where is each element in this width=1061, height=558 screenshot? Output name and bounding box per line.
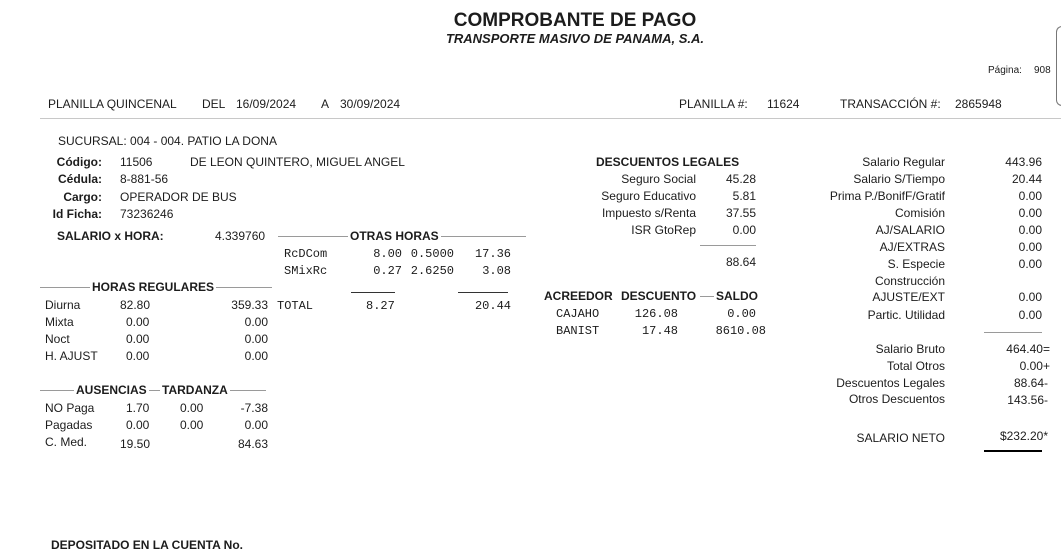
regular-hours-label: H. AJUST [45, 349, 98, 363]
legal-deduction-label: Impuesto s/Renta [601, 206, 696, 220]
legal-deduction-label: Seguro Educativo [601, 189, 696, 203]
earning-amount: 0.00 [1018, 206, 1042, 220]
absence-amount: -7.38 [240, 401, 268, 415]
earning-amount: 0.00 [1018, 290, 1042, 304]
legal-deductions-total: 88.64 [725, 255, 756, 269]
net-salary: $232.20* [999, 429, 1048, 443]
regular-hours-label: Mixta [45, 315, 74, 329]
regular-hours-title: HORAS REGULARES [92, 280, 215, 294]
planilla-number-label: PLANILLA #: [679, 97, 748, 111]
regular-hours-amount: 0.00 [244, 315, 268, 329]
other-hours-title: OTRAS HORAS [350, 229, 439, 243]
earning-amount: 443.96 [1005, 155, 1042, 169]
deposit-account-label: DEPOSITADO EN LA CUENTA No. [51, 538, 243, 552]
earning-amount: 0.00 [1018, 189, 1042, 203]
header-divider [40, 118, 1061, 119]
earning-label: S. Especie [887, 257, 945, 271]
tardiness-hours: 0.00 [180, 418, 204, 432]
legal-deductions-label: Descuentos Legales [836, 376, 945, 390]
other-deductions-label: Otros Descuentos [848, 392, 945, 406]
regular-hours-label: Noct [45, 332, 70, 346]
hourly-rate: 4.339760 [215, 229, 266, 243]
creditor-name: BANIST [556, 324, 600, 338]
absence-label: NO Paga [45, 401, 95, 415]
regular-hours-amount: 0.00 [244, 332, 268, 346]
other-hours-total-amount: 20.44 [474, 299, 511, 313]
file-label: Id Ficha: [52, 207, 102, 221]
other-hours-value: 8.00 [373, 247, 402, 261]
planilla-from-date: 16/09/2024 [236, 97, 297, 111]
absence-hours: 1.70 [126, 401, 150, 415]
absence-label: C. Med. [45, 435, 88, 449]
legal-deduction-amount: 37.55 [725, 206, 756, 220]
company-name: TRANSPORTE MASIVO DE PANAMA, S.A. [445, 31, 705, 46]
legal-deduction-amount: 5.81 [732, 189, 756, 203]
other-hours-amount: 17.36 [474, 247, 511, 261]
legal-deductions-title: DESCUENTOS LEGALES [596, 155, 740, 169]
legal-deduction-label: ISR GtoRep [631, 223, 696, 237]
regular-hours-value: 0.00 [126, 315, 150, 329]
hourly-label: SALARIO x HORA: [57, 229, 164, 243]
earning-label: AJ/EXTRAS [879, 240, 945, 254]
earning-label: AJ/SALARIO [875, 223, 945, 237]
earning-amount: 20.44 [1011, 172, 1042, 186]
earning-label: AJUSTE/EXT [872, 290, 945, 304]
net-salary-label: SALARIO NETO [856, 431, 945, 445]
regular-hours-value: 82.80 [120, 298, 151, 312]
earning-label: Salario S/Tiempo [853, 172, 945, 186]
earning-amount: 0.00 [1018, 223, 1042, 237]
code-label: Código: [56, 155, 102, 169]
earning-label: Salario Regular [862, 155, 945, 169]
document-title: COMPROBANTE DE PAGO [453, 10, 697, 31]
regular-hours-label: Diurna [45, 298, 81, 312]
id-label: Cédula: [57, 172, 102, 186]
balance-header: SALDO [716, 289, 758, 303]
absence-hours: 0.00 [126, 418, 150, 432]
employee-position: OPERADOR DE BUS [120, 190, 237, 204]
other-hours-code: RcDCom [284, 247, 328, 261]
creditor-discount: 126.08 [634, 307, 678, 321]
regular-hours-amount: 359.33 [231, 298, 268, 312]
legal-deduction-amount: 0.00 [732, 223, 756, 237]
regular-hours-value: 0.00 [126, 332, 150, 346]
absence-hours: 19.50 [120, 437, 151, 451]
planilla-a: A [321, 97, 330, 111]
total-other: 0.00+ [1019, 359, 1050, 373]
planilla-to-date: 30/09/2024 [340, 97, 401, 111]
other-deductions-sum: 143.56- [1007, 393, 1048, 407]
other-hours-amount: 3.08 [482, 264, 511, 278]
other-hours-total-hours: 8.27 [366, 299, 395, 313]
transaction-number: 2865948 [955, 97, 1002, 111]
employee-file: 73236246 [120, 207, 174, 221]
creditor-name: CAJAHO [556, 307, 600, 321]
page-label: Página: [988, 65, 1022, 76]
creditor-header: ACREEDOR [544, 289, 613, 303]
planilla-del: DEL [202, 97, 226, 111]
gross-salary-label: Salario Bruto [875, 342, 945, 356]
earning-label: Prima P./BonifF/Gratif [829, 189, 945, 203]
regular-hours-value: 0.00 [126, 349, 150, 363]
earning-amount: 0.00 [1018, 240, 1042, 254]
employee-name: DE LEON QUINTERO, MIGUEL ANGEL [190, 155, 405, 169]
creditor-balance: 8610.08 [715, 324, 766, 338]
other-hours-factor: 2.6250 [410, 264, 454, 278]
other-hours-value: 0.27 [373, 264, 402, 278]
absence-amount: 0.00 [244, 418, 268, 432]
discount-header: DESCUENTO [621, 289, 697, 303]
employee-id: 8-881-56 [120, 172, 169, 186]
total-other-label: Total Otros [886, 359, 945, 373]
earning-label: Partic. Utilidad [867, 308, 945, 322]
earning-amount: 0.00 [1018, 257, 1042, 271]
legal-deductions-sum: 88.64- [1013, 376, 1048, 390]
employee-code: 11506 [120, 155, 153, 169]
transaction-label: TRANSACCIÓN #: [840, 97, 941, 111]
gross-salary: 464.40= [1006, 342, 1050, 356]
position-label: Cargo: [63, 190, 102, 204]
other-hours-factor: 0.5000 [410, 247, 454, 261]
earning-amount: 0.00 [1018, 308, 1042, 322]
scrollbar-edge[interactable] [1056, 26, 1061, 106]
legal-deduction-amount: 45.28 [725, 172, 756, 186]
absences-title: AUSENCIAS [76, 383, 147, 397]
legal-deduction-label: Seguro Social [621, 172, 696, 186]
tardiness-title: TARDANZA [162, 383, 228, 397]
tardiness-hours: 0.00 [180, 401, 204, 415]
regular-hours-amount: 0.00 [244, 349, 268, 363]
planilla-label: PLANILLA QUINCENAL [48, 97, 177, 111]
creditor-discount: 17.48 [641, 324, 678, 338]
absence-amount: 84.63 [237, 437, 268, 451]
creditor-balance: 0.00 [727, 307, 756, 321]
absence-label: Pagadas [45, 418, 93, 432]
page-number: 908 [1034, 65, 1051, 76]
branch: SUCURSAL: 004 - 004. PATIO LA DONA [58, 134, 277, 148]
earning-label: Comisión [894, 206, 945, 220]
other-hours-total-label: TOTAL [277, 299, 314, 313]
planilla-number: 11624 [767, 97, 800, 111]
other-hours-code: SMixRc [284, 264, 328, 278]
earning-label: Construcción [874, 274, 945, 288]
